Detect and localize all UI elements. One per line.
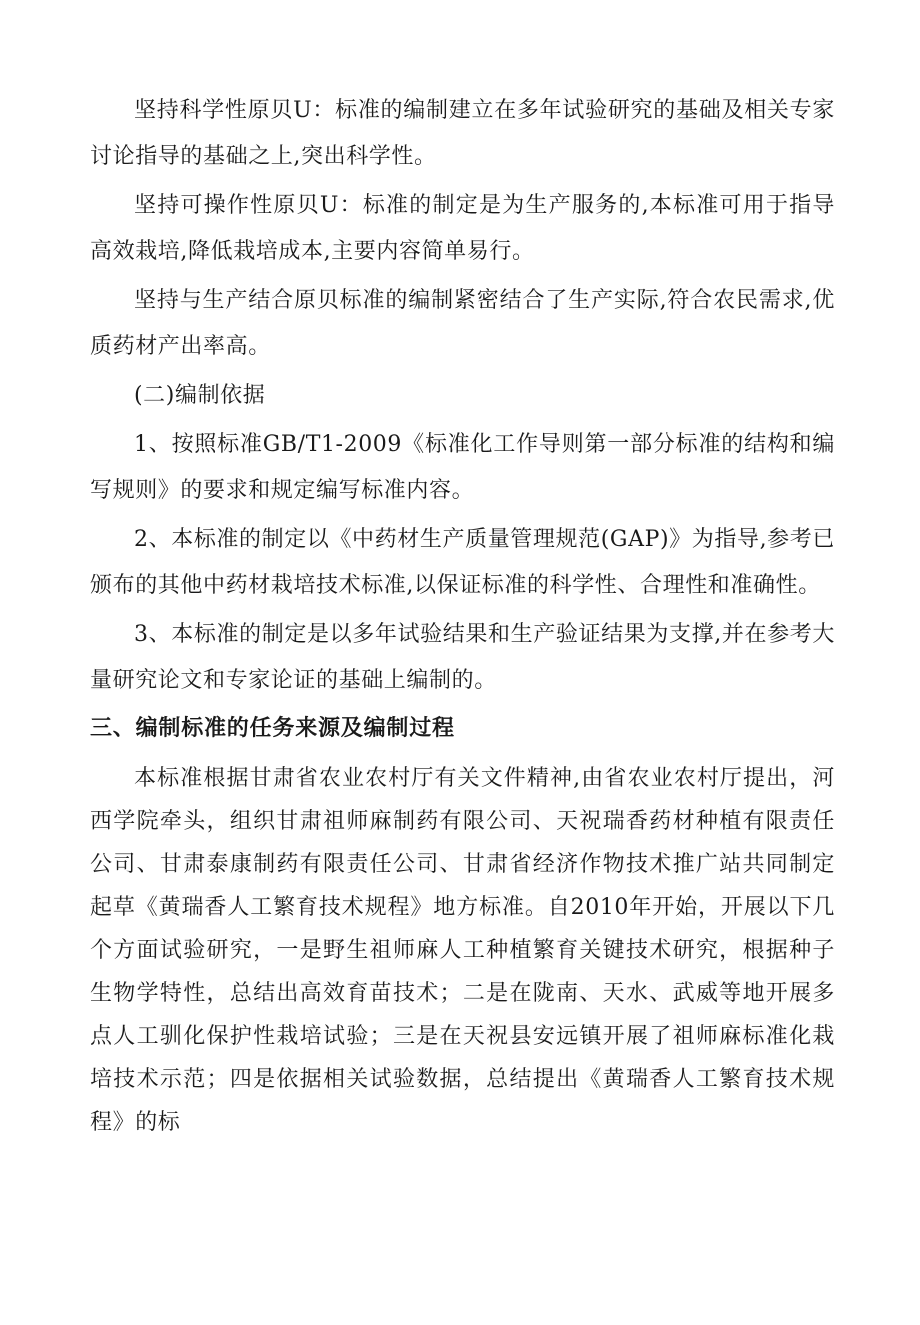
paragraph-basis-1: 1、按照标准GB/T1-2009《标准化工作导则第一部分标准的结构和编写规则》的要求和规定编写标准内容。 xyxy=(90,432,835,503)
paragraph-operability-principle: 坚持可操作性原贝U：标准的制定是为生产服务的,本标准可用于指导高效栽培,降低栽培成本,主要内容简单易行。 xyxy=(90,193,835,264)
paragraph-task-source: 本标准根据甘肃省农业农村厅有关文件精神,由省农业农村厅提出，河西学院牵头，组织甘肃祖师麻制药有限公司、天祝瑞香药材种植有限责任公司、甘肃泰康制药有限责任公司、甘肃省经济作物技术推广站共同制定起草《黄瑞香人工繁育技术规程》地方标准。自2010年开始，开展以下几个方面试验研究，一是野生祖师麻人工种植繁育关键技术研究，根据种子生物学特性，总结出高效育苗技术；二是在陇南、天水、武威等地开展多点人工驯化保护性栽培试验；三是在天祝县安远镇开展了祖师麻标准化栽培技术示范；四是依据相关试验数据，总结提出《黄瑞香人工繁育技术规程》的标 xyxy=(90,766,835,1135)
paragraph-basis-3: 3、本标准的制定是以多年试验结果和生产验证结果为支撑,并在参考大量研究论文和专家论证的基础上编制的。 xyxy=(90,622,835,693)
document-body xyxy=(90,88,835,1147)
section-heading-task-source: 三、编制标准的任务来源及编制过程 xyxy=(90,716,455,741)
subheading-compilation-basis: (二)编制依据 xyxy=(134,383,266,408)
paragraph-basis-2: 2、本标准的制定以《中药材生产质量管理规范(GAP)》为指导,参考已颁布的其他中药材栽培技术标准,以保证标准的科学性、合理性和准确性。 xyxy=(90,527,835,598)
paragraph-scientific-principle: 坚持科学性原贝U：标准的编制建立在多年试验研究的基础及相关专家讨论指导的基础之上,突出科学性。 xyxy=(90,98,835,169)
paragraph-production-principle: 坚持与生产结合原贝标准的编制紧密结合了生产实际,符合农民需求,优质药材产出率高。 xyxy=(90,288,835,359)
